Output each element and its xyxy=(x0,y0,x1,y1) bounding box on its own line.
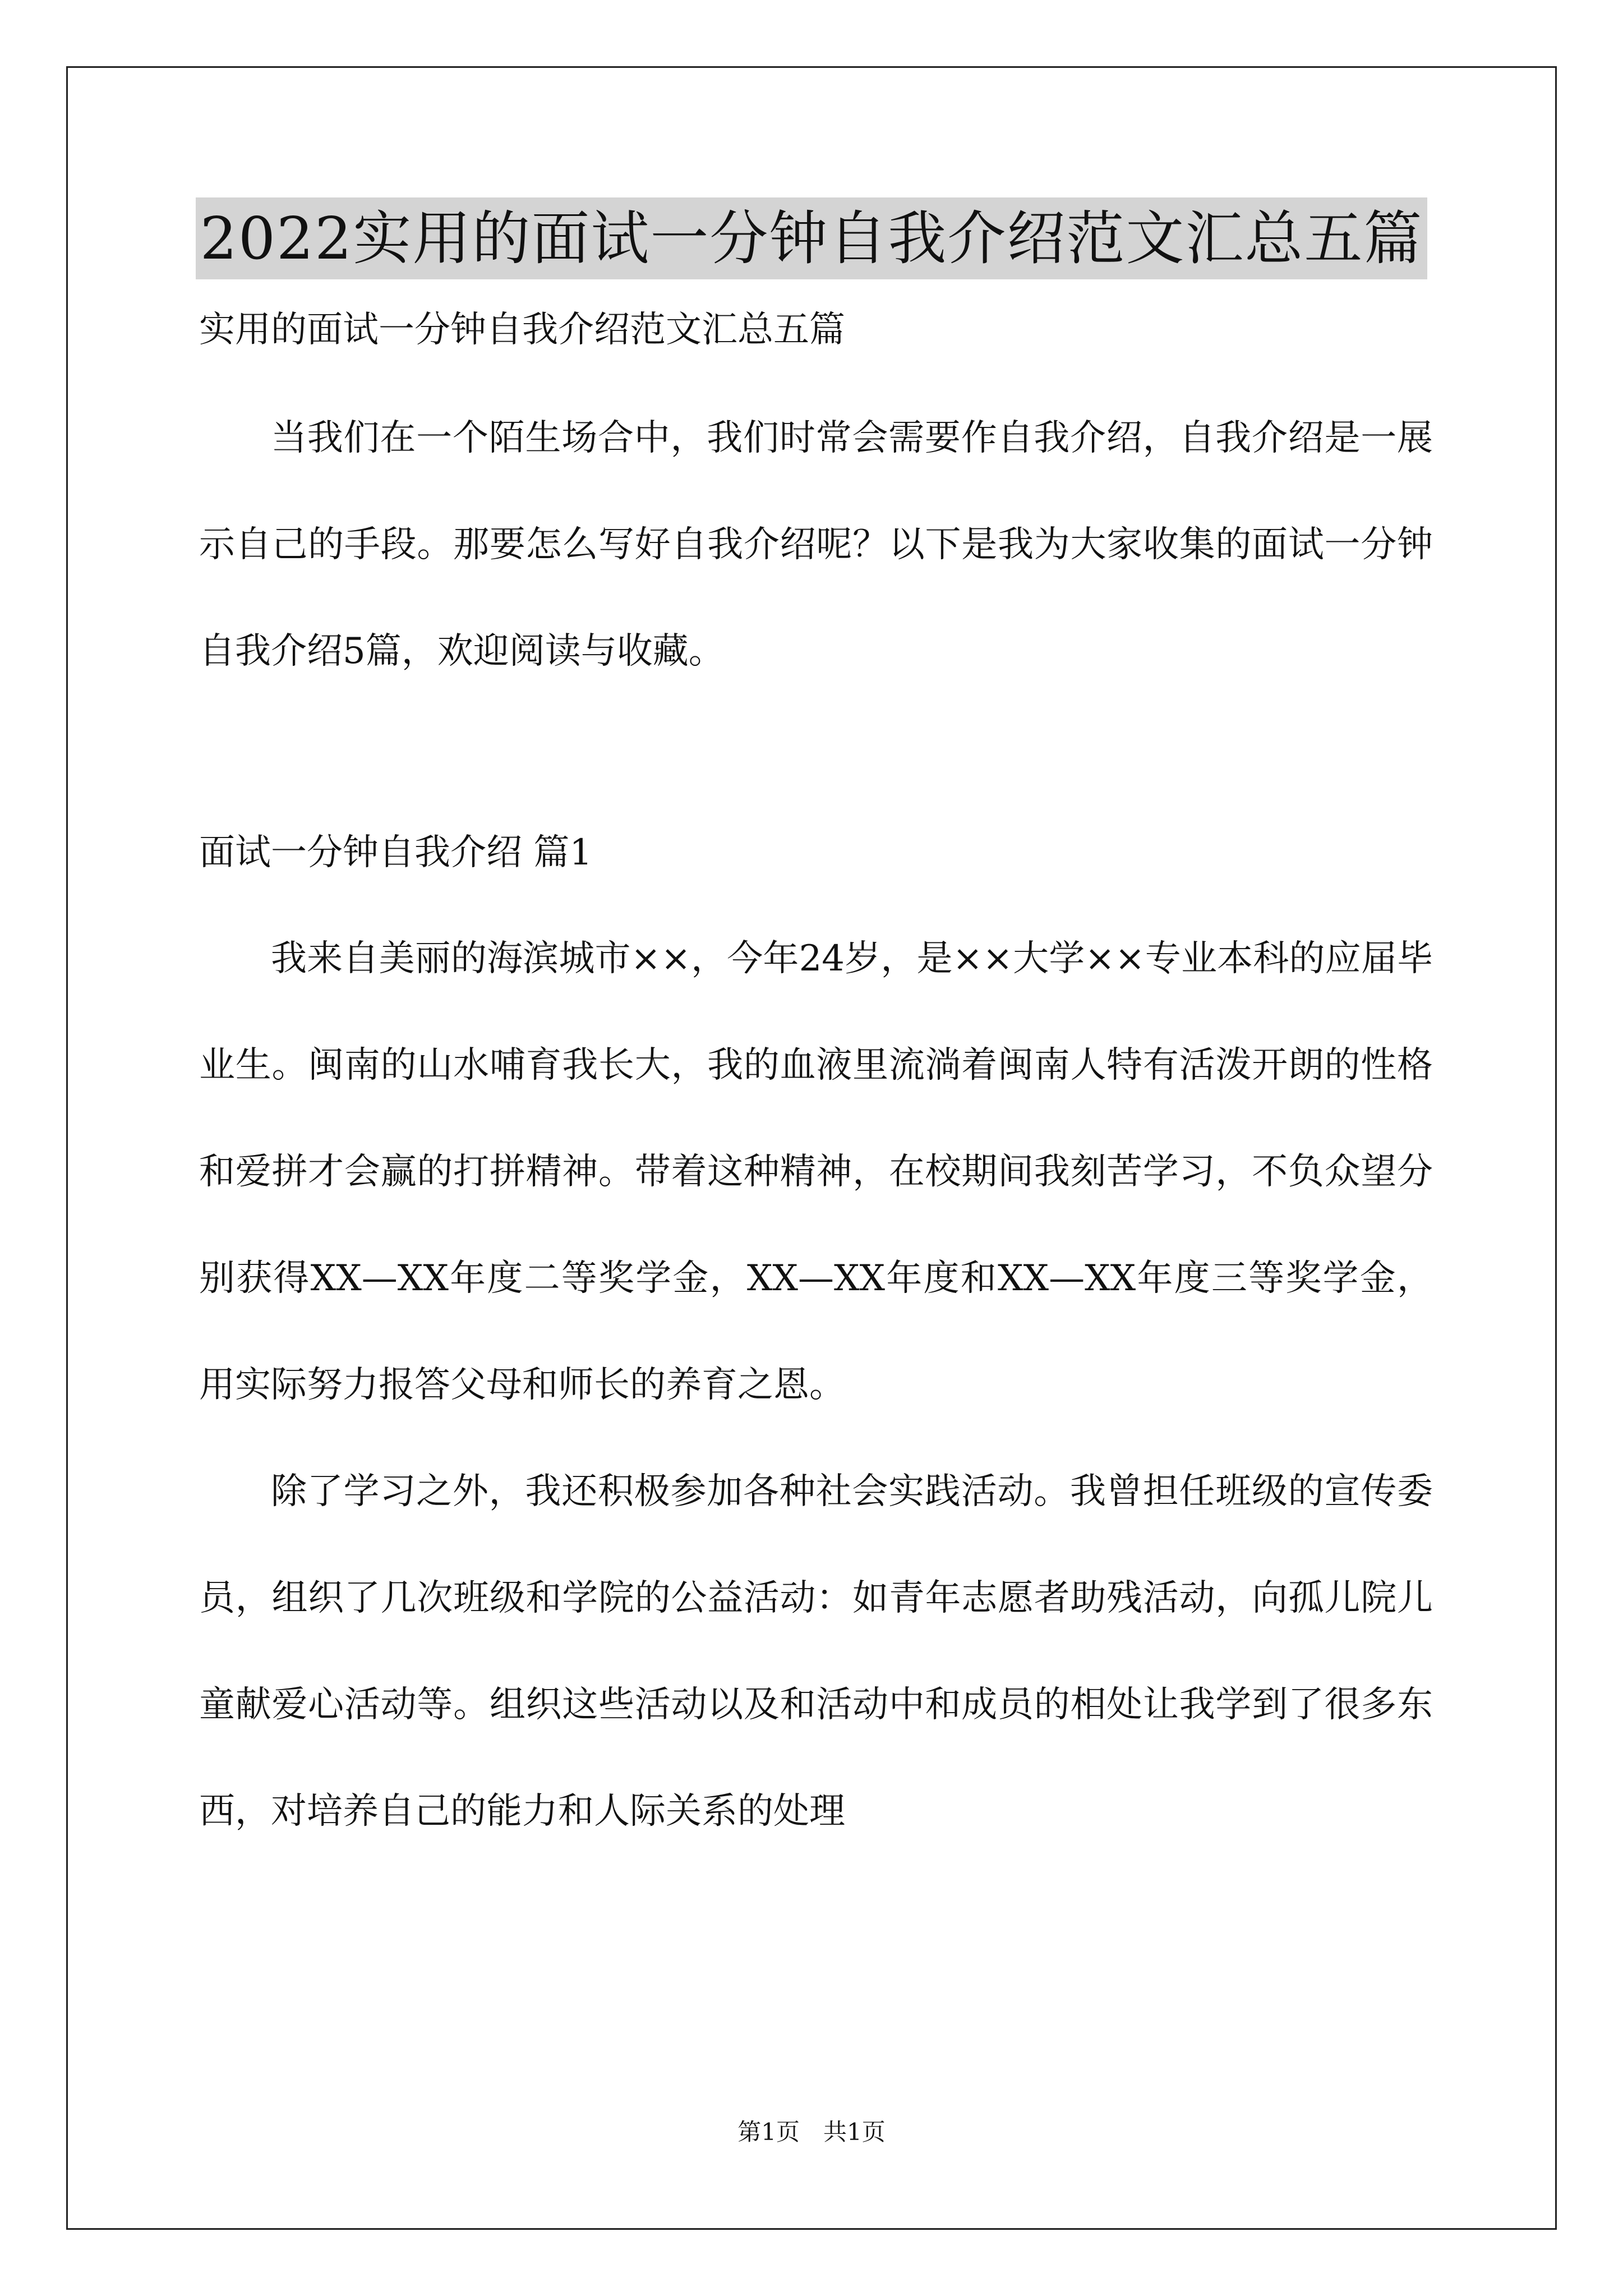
intro-paragraph: 当我们在一个陌生场合中，我们时常会需要作自我介绍，自我介绍是一展示自己的手段。那要怎么写好自我介绍呢？以下是我为大家收集的面试一分钟自我介绍5篇，欢迎阅读与收藏。 xyxy=(199,417,1433,672)
section-heading: 面试一分钟自我介绍 篇1 xyxy=(199,832,593,873)
page-number-footer: 第1页 共1页 xyxy=(737,2118,886,2146)
body-paragraph: 除了学习之外，我还积极参加各种社会实践活动。我曾担任班级的宣传委员，组织了几次班级和学院的公益活动：如青年志愿者助残活动，向孤儿院儿童献爱心活动等。组织这些活动以及和活动中和成员的相处让我学到了很多东西，对培养自己的能力和人际关系的处理 xyxy=(199,1471,1433,1832)
body-paragraph: 我来自美丽的海滨城市××，今年24岁，是××大学××专业本科的应届毕业生。闽南的山水哺育我长大，我的血液里流淌着闽南人特有活泼开朗的性格和爱拼才会赢的打拼精神。带着这种精神，在校期间我刻苦学习，不负众望分别获得XX—XX年度二等奖学金，XX—XX年度和XX—XX年度三等奖学金，用实际努力报答父母和师长的养育之恩。 xyxy=(199,938,1433,1406)
document-title: 2022实用的面试一分钟自我介绍范文汇总五篇 xyxy=(196,197,1428,279)
title-container xyxy=(0,197,1623,279)
document-subtitle: 实用的面试一分钟自我介绍范文汇总五篇 xyxy=(199,309,845,351)
document-body xyxy=(199,307,1433,1865)
